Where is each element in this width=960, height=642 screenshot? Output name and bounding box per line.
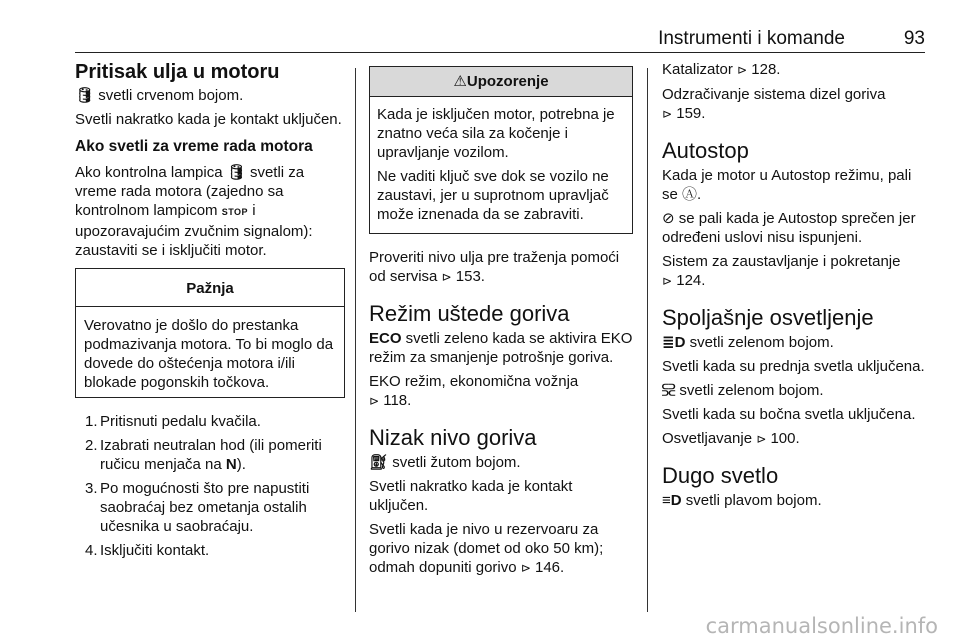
page-reference-icon: ⊳ <box>662 107 673 121</box>
low-beam-icon: ≣D <box>662 334 686 351</box>
section-heading: Pritisak ulja u motoru <box>75 61 280 83</box>
page-title: Instrumenti i komande <box>658 28 845 49</box>
watermark: carmanualsonline.info <box>705 614 938 638</box>
paragraph: Ako kontrolna lampica 🛢︎ svetli za vreme rada motora (zajedno sa kontrolnom lampicom STOP i upozoravajućim zvučnim signalom): zaustaviti se i isključiti motor. <box>75 164 313 259</box>
page-reference-icon: ⊳ <box>520 561 531 575</box>
paragraph: Svetli kada je nivo u rezervoaru za gorivo nizak (domet od oko 50 km); odmah dopuniti gorivo ⊳ 146. <box>369 521 604 576</box>
section-heading: Spoljašnje osvetljenje <box>662 305 874 330</box>
column-divider <box>647 68 648 612</box>
notice-body: Verovatno je došlo do prestanka podmazivanja motora. To bi moglo da dovede do oštećenja motora i/ili blokade pogonskih točkova. <box>84 317 334 391</box>
page-reference-icon: ⊳ <box>737 63 748 77</box>
paragraph: 🛢︎ svetli crvenom bojom. <box>75 87 244 104</box>
page-reference-icon: ⊳ <box>441 270 452 284</box>
warning-title: ⚠Upozorenje <box>370 67 632 97</box>
paragraph: Osvetljavanje ⊳ 100. <box>662 430 800 447</box>
paragraph: Svetli kada su bočna svetla uključena. <box>662 406 916 423</box>
paragraph: Proveriti nivo ulja pre traženja pomoći od servisa ⊳ 153. <box>369 249 620 285</box>
column-right <box>662 60 928 515</box>
column-left <box>75 60 345 565</box>
fuel-pump-icon: ⛽︎ <box>369 454 389 471</box>
paragraph: Odzračivanje sistema dizel goriva ⊳ 159. <box>662 86 886 122</box>
page-reference-icon: ⊳ <box>369 394 380 408</box>
paragraph: ECO svetli zeleno kada se aktivira EKO režim za smanjenje potrošnje goriva. <box>369 330 633 366</box>
autostop-disabled-icon: ⊘ <box>662 210 675 227</box>
notice-box <box>75 268 345 398</box>
paragraph: Svetli kada su prednja svetla uključena. <box>662 358 925 375</box>
paragraph: ≡D svetli plavom bojom. <box>662 492 822 509</box>
stop-icon: STOP <box>221 207 249 217</box>
oil-can-icon: 🛢︎ <box>75 87 95 104</box>
section-heading: Režim uštede goriva <box>369 301 570 326</box>
oil-can-icon: 🛢︎ <box>226 164 246 181</box>
paragraph: Svetli nakratko kada je kontakt uključen. <box>369 478 573 514</box>
page-reference-icon: ⊳ <box>756 432 767 446</box>
paragraph: Svetli nakratko kada je kontakt uključen. <box>75 111 342 128</box>
paragraph: EKO režim, ekonomična vožnja ⊳ 118. <box>369 373 579 409</box>
paragraph: ⊘ se pali kada je Autostop sprečen jer određeni uslovi nisu ispunjeni. <box>662 210 916 246</box>
section-heading: Nizak nivo goriva <box>369 425 537 450</box>
list-item: 3. Po mogućnosti što pre napustiti saobraćaj bez ometanja ostalih učesnika u saobraćaju. <box>85 480 310 535</box>
steps-list <box>75 412 345 560</box>
paragraph: Kada je motor u Autostop režimu, pali se Ⓐ. <box>662 167 912 203</box>
column-middle <box>369 60 633 583</box>
paragraph: ⛽︎ svetli žutom bojom. <box>369 454 521 471</box>
eco-icon: ECO <box>369 330 402 347</box>
page-number: 93 <box>903 28 925 49</box>
autostop-a-icon: Ⓐ <box>682 186 698 203</box>
list-item: 4. Isključiti kontakt. <box>85 542 210 559</box>
side-lights-icon: ⫓⫔ <box>662 382 676 399</box>
high-beam-icon: ≡D <box>662 492 682 509</box>
page-reference-icon: ⊳ <box>662 274 673 288</box>
paragraph: Sistem za zaustavljanje i pokretanje ⊳ 124. <box>662 253 901 289</box>
page-header <box>75 26 925 53</box>
paragraph: ≣D svetli zelenom bojom. <box>662 334 834 351</box>
section-heading: Dugo svetlo <box>662 463 779 488</box>
section-heading: Autostop <box>662 138 749 163</box>
subsection-heading: Ako svetli za vreme rada motora <box>75 138 313 155</box>
warning-box <box>369 66 633 234</box>
list-item: 2. Izabrati neutralan hod (ili pomeriti ručicu menjača na N). <box>85 437 322 473</box>
notice-title: Pažnja <box>76 269 344 307</box>
warning-body: Kada je isključen motor, potrebna je znatno veća sila za kočenje i upravljanje vozilom. Ne vaditi ključ sve dok se vozilo ne zaustavi, jer u suprotnom upravljač može iznenada da se zabraviti. <box>377 106 615 223</box>
list-item: 1. Pritisnuti pedalu kvačila. <box>85 413 261 430</box>
paragraph: Katalizator ⊳ 128. <box>662 61 781 78</box>
column-divider <box>355 68 356 612</box>
warning-triangle-icon: ⚠ <box>453 73 467 90</box>
paragraph: ⫓⫔ svetli zelenom bojom. <box>662 382 824 399</box>
